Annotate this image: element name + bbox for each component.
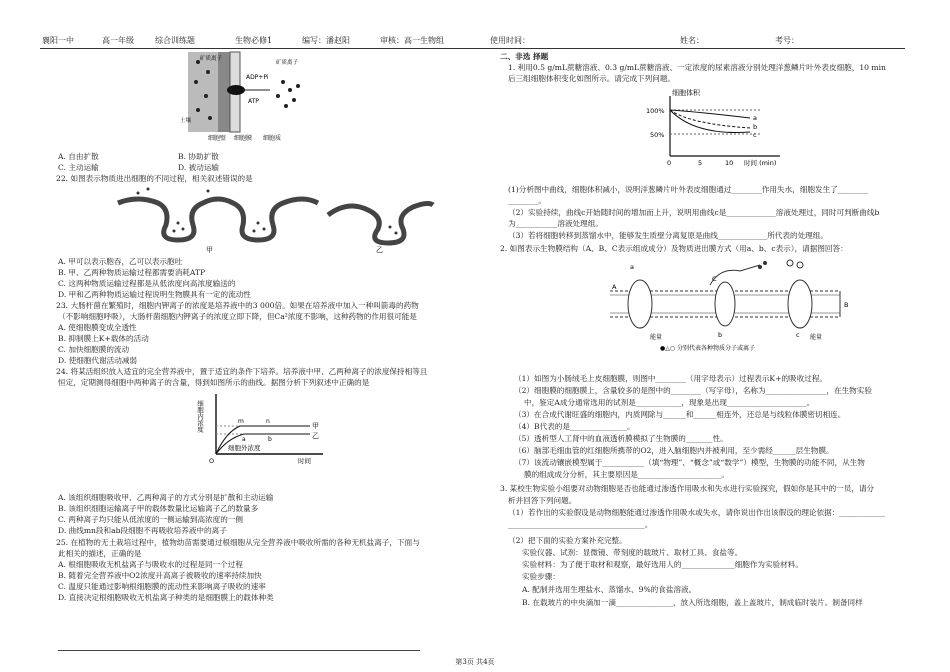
r2-stem: 2. 如图表示生物膜结构（A、B、C表示组成成分）及物质进出膜方式（用a、b、c表示），请据图回答：	[500, 244, 848, 253]
r2-q2-line-1: （2）细胞膜的细胞膜上，含量较多的是图中的________（写字母），名称为________________，在生物实验	[514, 386, 872, 395]
q22-option-a: A. 甲可以表示胞吞，乙可以表示胞吐	[58, 257, 183, 266]
chart-24-ion-concentration	[198, 392, 328, 464]
q23-line-1: 23. 大肠杆菌在繁殖时，细胞内钾离子的浓度是培养液中的3 000倍。如果在培养液中加入一种叫箭毒的药物	[56, 301, 419, 310]
q25-option-a: A. 根细胞吸收无机盐离子与吸收水的过程是同一个过程	[58, 560, 243, 569]
q21-option-c: C. 主动运输	[58, 163, 99, 172]
chart-r1-ylabel: 细胞体积	[672, 89, 700, 97]
r3-line-8: 实验步骤：	[522, 572, 560, 581]
exam-type: 综合训练题	[155, 36, 195, 45]
fig21-label-cytoplasm: 细胞质	[263, 135, 282, 142]
chart-r1-xaxis: 时间 (min)	[744, 159, 777, 167]
fig-r2-label-b-path: b	[718, 331, 723, 339]
q21-option-a: A. 自由扩散	[58, 152, 99, 161]
q25-line-1: 25. 在植物的无土栽培过程中，植物幼苗需要通过根细胞从完全营养液中吸收所需的各种无机盐离子，下面与	[56, 538, 420, 547]
q24-line-1: 24. 将某活组织放入适宜的完全营养液中，置于适宜的条件下培养。培养液中甲、乙两种离子的浓度保持相等且	[56, 367, 428, 376]
fig21-label-soil: 土壤	[180, 118, 192, 124]
r3-line-9: A. 配制并选用生理盐水、蒸馏水、9%的食盐溶液。	[522, 585, 697, 594]
chart24-point-m: m	[238, 418, 244, 425]
q21-option-b: B. 协助扩散	[178, 152, 219, 161]
fig-r2-energy-1: 能量	[650, 334, 663, 341]
r3-line-4: ____________________________________。	[508, 520, 653, 529]
author: 编写：潘赵阳	[302, 36, 350, 45]
chart-r1-y50: 50%	[650, 131, 665, 139]
grade: 高一年级	[102, 36, 134, 45]
q25-line-2: 此相关的描述，正确的是	[58, 549, 142, 558]
chart-r1-x0: 0	[667, 159, 672, 167]
section-2-title: 二、非选 择题	[500, 52, 549, 61]
r2-q3: （3）在合成代谢旺盛的细胞内，内质网除与______和______相连外，还总是与线粒体膜密切相连。	[514, 410, 846, 419]
r3-line-6: 实验仪器、试剂：显微镜、带刻度的载玻片、取材工具、食盐等。	[522, 548, 743, 557]
r2-q7-line-1: （7）该流动镶嵌模型属于___________（填“物理”、“概念”或“数学”）模型，生物膜的功能不同，从生物	[514, 458, 865, 467]
use-time: 使用时间：	[490, 36, 530, 45]
chart-r1-x5: 5	[698, 159, 703, 167]
fig21-label-atp: ATP	[248, 98, 259, 105]
chart24-origin: O	[209, 457, 215, 465]
fig-r2-label-c-path: c	[796, 331, 800, 339]
q23-line-2: （不影响细胞呼吸），大肠杆菌细胞内钾离子的浓度立即下降，但Ca²浓度不影响，这种药物的作用很可能是	[58, 312, 417, 321]
q22-option-d: D. 甲和乙两种物质运输过程说明生物膜具有一定的流动性	[58, 290, 251, 299]
footer-rule	[58, 650, 420, 651]
q23-option-b: B. 抑制膜上K+载体的活动	[58, 334, 149, 343]
q24-option-a: A. 该组织细胞吸收甲、乙两种离子的方式分别是扩散和主动运输	[58, 493, 274, 502]
q22-option-c: C. 这两种物质运输过程都是从低浓度向高浓度输送的	[58, 279, 236, 288]
q24-option-d: D. 曲线mn段和ab段细胞不再吸收培养液中的离子	[58, 526, 227, 535]
fig21-label-ion-in: 矿质离子	[276, 60, 299, 66]
q23-option-c: C. 加快细胞膜的流动	[58, 345, 130, 354]
fig22-label-jia: 甲	[206, 246, 213, 254]
figure-21-ion-transport	[58, 52, 438, 144]
chart24-ylabel: 细胞内浓度	[196, 400, 204, 433]
q23-option-a: A. 使细胞膜变成全透性	[58, 323, 137, 332]
chart-r1-curve-c: c	[753, 131, 757, 139]
chart24-point-n: n	[266, 418, 270, 425]
fig-r2-label-c: C	[712, 275, 717, 283]
chart-r1-curve-a: a	[753, 114, 757, 122]
q22-option-b: B. 甲、乙两种物质运输过程都需要消耗ATP	[58, 268, 206, 277]
r3-line-3: （1）若作出的实验假设是动物细胞能通过渗透作用吸水或失水，请你说出作出该假设的理论依据：____________	[508, 508, 885, 517]
fig21-label-membrane: 细胞膜	[234, 135, 253, 142]
fig-r2-label-a: A	[612, 283, 617, 291]
q24-option-b: B. 该组织细胞运输离子甲的载体数量比运输离子乙的数量多	[58, 504, 259, 513]
chart24-series-jia: 甲	[312, 422, 319, 430]
chart-r1-y100: 100%	[646, 107, 665, 115]
figure-r2-membrane	[600, 257, 850, 352]
q24-option-c: C. 两种离子均只能从低浓度的一侧运输到高浓度的一侧	[58, 515, 244, 524]
school: 襄阳一中	[42, 36, 74, 45]
number-field[interactable]: 考号：	[775, 36, 799, 45]
q25-option-c: C. 温度只能通过影响根细胞膜的流动性来影响离子吸收的速率	[58, 582, 266, 591]
r3-line-5: （2）把下面的实验方案补充完整。	[508, 536, 627, 545]
chart24-xlabel: 细胞外浓度	[228, 444, 261, 452]
r2-q2-line-2: 中，鉴定A成分通常选用的试剂是____________，现象是出现_____________________。	[524, 398, 815, 407]
fig-r2-legend: ●△○ 分别代表各种物质分子或离子	[660, 345, 755, 352]
q21-option-d: D. 被动运输	[178, 163, 220, 172]
r2-q7-line-2: 膜的组成成分分析，其主要原因是______________________。	[524, 470, 730, 479]
fig21-label-wall: 细胞壁	[208, 135, 227, 142]
fig-r2-label-a-path: a	[630, 263, 634, 271]
page-footer: 第3页 共4页	[455, 658, 495, 666]
page-header	[40, 36, 905, 49]
r3-line-2: 析并回答下列问题。	[508, 496, 577, 505]
r2-q5: （5）透析型人工肾中的血液透析膜模拟了生物膜的_______性。	[514, 434, 728, 443]
chart24-point-b: b	[268, 436, 272, 443]
fig21-label-adp: ADP+Pi	[246, 74, 269, 81]
r1-q1-line-1: (1)分析图中曲线，细胞体积减小，说明洋葱鳞片叶外表皮细胞通过________作用失水，细胞发生了________	[508, 185, 869, 194]
r3-line-1: 3. 某校生物实验小组要对动物细胞是否也能通过渗透作用吸水和失水进行实验探究，假如你是其中的一员，请分	[500, 484, 875, 493]
chart24-xaxis: 时间	[298, 457, 311, 465]
r2-q4: （4）B代表的是_______________。	[514, 422, 635, 431]
name-field[interactable]: 姓名：	[680, 36, 704, 45]
subject: 生物必修1	[235, 36, 273, 45]
q24-line-2: 恒定，定期测得细胞中两种离子的含量，得到如图所示的曲线。据图分析下列叙述中正确的是	[58, 378, 370, 387]
r1-q2-line-2: 为___________溶液处理组。	[508, 219, 603, 228]
fig-r2-energy-2: 能量	[810, 334, 823, 341]
q25-option-d: D. 直接决定根细胞吸收无机盐离子种类的是细胞膜上的载体种类	[58, 593, 274, 602]
r1-line-2: 后三组细胞体积变化如图所示。请完成下列问题。	[508, 74, 676, 83]
fig21-label-ion-out: 矿质离子	[200, 56, 223, 62]
reviewer: 审核：高一生物组	[380, 36, 444, 45]
r1-q3: （3）若将细胞转移到蒸馏水中，能够发生质壁分离复原是曲线_____________所代表的处理组。	[508, 231, 828, 240]
r1-line-1: 1. 利用0.5 g/mL蔗糖溶液、0.3 g/mL蔗糖溶液、一定浓度的尿素溶液分别处理洋葱鳞片叶外表皮细胞，10 min	[508, 63, 886, 72]
chart24-series-yi: 乙	[312, 432, 319, 440]
q23-option-d: D. 使细胞代谢活动减弱	[58, 356, 137, 365]
figure-22-endocytosis	[58, 185, 438, 253]
r3-line-10: B. 在载玻片的中央滴加一滴_______________，放入所选细胞，盖上盖玻片，制成临时装片。制备同样	[522, 598, 863, 607]
fig-r2-label-b: B	[844, 301, 849, 309]
fig22-label-yi: 乙	[376, 246, 383, 254]
q25-option-b: B. 随着完全营养液中O2浓度升高离子被吸收的速率持续加快	[58, 571, 262, 580]
chart-r1-curve-b: b	[753, 123, 758, 131]
chart-r1-cell-volume	[640, 88, 790, 170]
r2-q6: （6）脑部毛细血管的红细胞所携带的O2，进入脑细胞内并被利用，至少需经______层生物膜。	[514, 446, 834, 455]
r3-line-7: 实验材料：为了便于取材和观察，最好选用人的______________细胞作为实验材料。	[522, 560, 803, 569]
chart-r1-x10: 10	[725, 159, 734, 167]
r1-q2-line-1: （2）实验持续，曲线c开始随时间的增加而上升，说明用曲线c是_____________溶液处理过，同时可判断曲线b	[508, 208, 880, 217]
q22-stem: 22. 如图表示物质进出细胞的不同过程，相关叙述错误的是	[56, 174, 253, 183]
r1-q1-line-2: ________。	[508, 196, 546, 205]
r2-q1: （1）如图为小肠绒毛上皮细胞膜，则图中________（用字母表示）过程表示K+的吸收过程。	[514, 374, 828, 383]
chart24-point-a: a	[242, 436, 246, 443]
